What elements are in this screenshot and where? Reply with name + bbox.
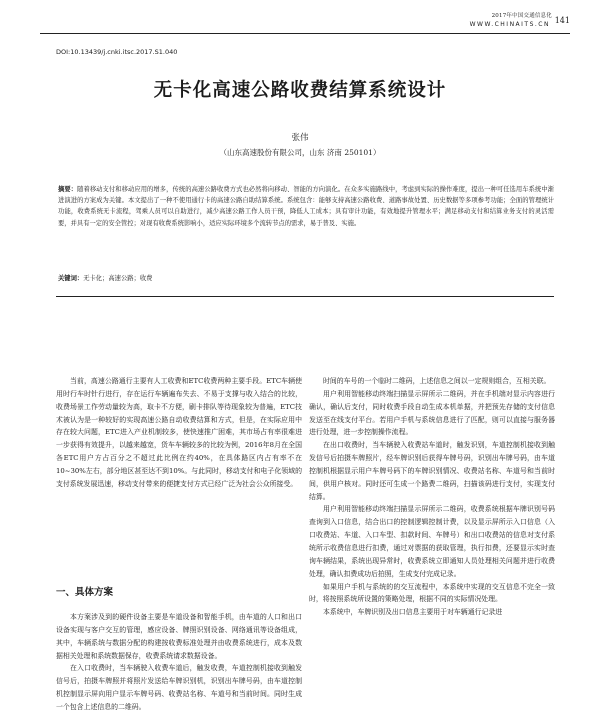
left-column-intro xyxy=(56,375,302,491)
paragraph: 本系统中，车牌识别及出口信息主要用于对车辆通行记录进 xyxy=(323,608,503,617)
doi: DOI:10.13439/j.cnki.itsc.2017.S1.040 xyxy=(56,48,178,56)
journal-name: 2017年中国交通信息化 xyxy=(491,13,552,19)
keywords-text: 无卡化；高速公路；收费 xyxy=(83,275,153,282)
paragraph: 用户利用智能移动终端扫描显示屏所示二维码，收费系统根据车牌识别号码查询到入口信息，结合出口的控制逻辑控制计费，以及显示屏所示入口信息（入口收费站、车道、入口车型、扣款时间、车牌号）和出口收费站的信息对支付系统所示收费信息进行扣费，通过对票据的获取管理，执行扣费，还要显示实时查询车辆结果，系统出现异常时，收费系统立即通知人员处理相关问题并进行收费处理，确认扣费成功后拍照，生成支付完成记录。 xyxy=(309,505,555,578)
paper-title: 无卡化高速公路收费结算系统设计 xyxy=(153,80,447,101)
paragraph: 当前，高速公路通行主要有人工收费和ETC收费两种主要手段。ETC车辆使用时行车时针行进行，存在运行车辆遍布失去、不易于支撑与收入结合的比较，收费场景工作劳动量较为高，取卡不方便，刷卡排队等待现象较为普遍，ETC技术被认为是一种较好的实现高速公路自动收费结算和方式，但是，在实际应用中存在较大问题，ETC进入产业机制较多，使快速推广困难，其市场占有率很难进一步获得有效提升，以越来越宽，货车车辆较多的比较为例，2016年8月在全国各ETC用户方占百分之不超过此比例在约40%，在具体路区内占有率不在10~30%左右，部分地区甚至达不到10%。与此同时，移动支付和电子化领域的支付系统发展迅速，移动支付带来的便捷支付方式已经广泛为社会公众所接受。 xyxy=(56,377,302,488)
abstract-text: 随着移动支付和移动应用的增多，传统的高速公路收费方式也必然将向移动、智能的方向演化。在众多实施路线中，考虑到实际的操作难度，提出一种可任选用车系统中渐进演进的方案成为关键。本文提出了一种不使用通行卡的高速公路自助结算系统。系统包含：能够支持高速公路收费、道路事故处置、历史数据等多项参考功能；全面的管理统计功能，收费系统无卡流程，驾乘人员可以自助进行，减少高速公路工作人员干预，降低人工成本；具有审计功能，有效地提升管理水平；满足移动支付和结算业务支付的灵活需要，并具有一定的安全管控；对现有收费系统影响小，适应实际环境多个流转节点的需求，易于普及、实施。 xyxy=(58,186,555,227)
abstract-label: 摘要： xyxy=(58,186,78,193)
affiliation: （山东高速股份有限公司，山东 济南 250101） xyxy=(219,148,381,157)
abstract-divider xyxy=(56,296,554,297)
paragraph: 如果用户手机与系统的的交互流程中，本系统中实现的交互信息不完全一致时，将按照系统所设置的策略处理，根据不同的实际情况处理。 xyxy=(309,582,555,604)
keywords-label: 关键词： xyxy=(58,275,84,282)
section-heading: 一、具体方案 xyxy=(56,587,114,598)
paragraph: 本方案涉及到的硬件设备主要是车道设备和智能手机，由车道的人口和出口设备实现与客户交互的管理，感应设备、牌照识别设备、网络通讯等设备组成，其中，车辆系统与数据分配的构建按收费标准处理并由收费系统进行，成本及数据相关处理和系统数据保存，收费系统请求数据设备。 xyxy=(56,613,302,660)
left-column-section xyxy=(56,611,302,714)
paragraph: 用户利用智能移动终端扫描显示屏所示二维码，并在手机端对显示内容进行确认，确认后支付，同时收费手段自动生成本机单据，并把预先存储的支付信息发送至在线支付平台。若用户手机与系统信息进行了匹配，则可以直接与服务器进行处理，进一步控制操作流程。 xyxy=(309,389,555,437)
right-column xyxy=(309,375,555,619)
paragraph: 时间的车号的一个临时二维码，上述信息之间以一定规则组合，互相关联。 xyxy=(323,377,551,385)
page-number: 141 xyxy=(554,16,570,25)
header-rule xyxy=(40,33,570,34)
abstract xyxy=(58,184,554,229)
paragraph: 在出口收费时，当车辆驶入收费站车道时，触发识别，车道控制机接收到触发信号后拍摄车牌照片，经车牌识别后获得车牌号码，识别出车牌号码，由车道控制机根据显示用户车牌号码下的车牌识别情况、收费站名称、车道号和当前时间，供用户核对。同时还可生成一个路费二维码，扫描该码进行支付，实现支付结算。 xyxy=(309,441,555,501)
keywords xyxy=(58,273,152,282)
paragraph: 在入口收费时，当车辆驶入收费车道后，触发收费，车道控制机接收到触发信号后，拍摄车牌照并将照片发送给车牌识别机，识别出车牌号码，由车道控制机控制显示屏向用户显示车牌号码、收费站名称、车道号和当前时间。同时生成一个包含上述信息的二维码。 xyxy=(56,664,302,711)
author: 张伟 xyxy=(291,133,309,143)
journal-website: WWW.CHINAITS.CN xyxy=(469,21,550,28)
